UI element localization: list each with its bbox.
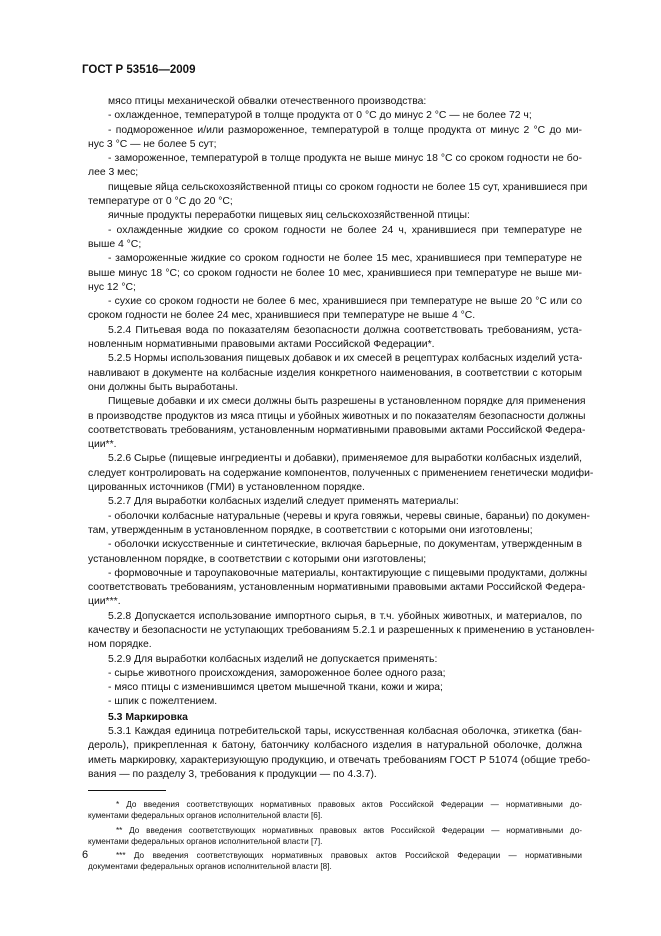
document-header: ГОСТ Р 53516—2009 [82, 64, 196, 76]
text-line: навливают в документе на колбасные изделия конкретного наименования, в соответствии с которым [88, 367, 582, 379]
text-line: цированных источников (ГМИ) в установленном порядке. [88, 482, 365, 494]
text-line: - подмороженное и/или размороженное, температурой в толще продукта от минус 2 °С до ми- [108, 124, 582, 136]
text-line: сроком годности не более 24 мес, хранившиеся при температуре не выше 4 °С. [88, 310, 476, 322]
text-line: следует контролировать на содержание компонентов, полученных с применением генетически модифи- [88, 467, 594, 479]
text-line: пищевые яйца сельскохозяйственной птицы со сроком годности не более 15 сут, хранившиеся при [108, 181, 588, 193]
footnote [88, 799, 582, 821]
footnote-separator [88, 790, 166, 791]
text-line: вания — по разделу 3, требования к продукции — по 4.3.7). [88, 768, 377, 780]
text-line: яичные продукты переработки пищевых яиц сельскохозяйственной птицы: [108, 210, 470, 222]
text-line: - сырье животного происхождения, замороженное более одного раза; [108, 667, 446, 679]
text-line: 5.3.1 Каждая единица потребительской тары, искусственная колбасная оболочка, этикетка (бан- [108, 726, 582, 738]
footnote-line: кументами федеральных органов исполнительной власти [6]. [88, 811, 323, 821]
body-text [88, 95, 595, 782]
text-line: - шпик с пожелтением. [108, 696, 218, 708]
text-line: дероль), прикрепленная к батону, батончику колбасного изделия в натуральной оболочке, должна [88, 740, 582, 752]
text-line: новленным нормативными правовыми актами Российской Федерации*. [88, 339, 435, 351]
text-line: установленном порядке, в соответствии с которыми они изготовлены; [88, 553, 427, 565]
text-line: они должны быть выработаны. [88, 381, 238, 393]
text-line: ции***. [88, 596, 121, 608]
text-line: 5.2.5 Нормы использования пищевых добавок и их смесей в рецептурах колбасных изделий уста- [108, 353, 583, 365]
text-line: выше минус 18 °С; со сроком годности не более 10 мес, хранившиеся при температуре не выше ми- [88, 267, 582, 279]
text-line: 5.2.8 Допускается использование импортного сырья, в т.ч. убойных животных, и материалов, по [108, 610, 582, 622]
footnote-line: * До введения соответствующих нормативных правовых актов Российской Федерации — нормативными до- [116, 800, 582, 810]
text-line: в производстве продуктов из мяса птицы и убойных животных и по показателям безопасности должны [88, 410, 586, 422]
text-line: нус 3 °С — не более 5 сут; [88, 138, 217, 150]
page-number: 6 [82, 849, 89, 861]
text-line: - оболочки колбасные натуральные (черевы и круга говяжьи, черевы свиные, бараньи) по докумен- [108, 510, 590, 522]
footnote [88, 825, 582, 847]
text-line: - сухие со сроком годности не более 6 мес, хранившиеся при температуре не выше 20 °С или со [108, 296, 582, 308]
text-line: мясо птицы механической обвалки отечественного производства: [108, 96, 427, 107]
text-line: соответствовать требованиям, установленным нормативными правовыми актами Российской Федера- [88, 424, 586, 436]
text-line: там, утвержденным в установленном порядке, в соответствии с которыми они изготовлены; [88, 524, 533, 536]
text-line: - охлажденные жидкие со сроком годности не более 24 ч, хранившиеся при температуре не [108, 224, 582, 236]
text-line: - замороженное, температурой в толще продукта не выше минус 18 °С со сроком годности не бо- [108, 153, 582, 165]
section-heading: 5.3 Маркировка [108, 711, 188, 723]
text-line: 5.2.9 Для выработки колбасных изделий не допускается применять: [108, 653, 438, 665]
text-line: соответствовать требованиям, установленным нормативными правовыми актами Российской Федера- [88, 582, 586, 594]
text-line: - охлажденное, температурой в толще продукта от 0 °С до минус 2 °С — не более 72 ч; [108, 110, 532, 122]
footnote-line: документами федеральных органов исполнительной власти [8]. [88, 862, 332, 872]
footnote [88, 850, 582, 872]
text-line: нус 12 °С; [88, 281, 136, 293]
text-line: Пищевые добавки и их смеси должны быть разрешены в установленном порядке для применения [108, 396, 586, 408]
text-line: лее 3 мес; [88, 167, 139, 179]
text-line: 5.2.6 Сырье (пищевые ингредиенты и добавки), применяемое для выработки колбасных изделий, [108, 453, 583, 465]
footnote-line: ** До введения соответствующих нормативных правовых актов Российской Федерации — нормативными до- [116, 825, 582, 835]
text-line: - мясо птицы с изменившимся цветом мышечной ткани, кожи и жира; [108, 682, 443, 694]
text-line: 5.2.7 Для выработки колбасных изделий следует применять материалы: [108, 496, 459, 508]
text-line: ции**. [88, 439, 117, 451]
text-line: - оболочки искусственные и синтетические, включая барьерные, по документам, утвержденным в [108, 539, 582, 551]
footnotes [88, 799, 582, 872]
text-line: иметь маркировку, характеризующую продукцию, и отвечать требованиям ГОСТ Р 51074 (общие требо- [88, 754, 591, 766]
footnote-line: *** До введения соответствующих нормативных правовых актов Российской Федерации — нормативными [116, 851, 582, 860]
text-line: качеству и безопасности не уступающих требованиям 5.2.1 и разрешенных к применению в установлен- [88, 624, 595, 636]
text-line: ном порядке. [88, 639, 152, 651]
text-line: температуре от 0 °С до 20 °С; [88, 196, 233, 208]
text-line: 5.2.4 Питьевая вода по показателям безопасности должна соответствовать требованиям, уста- [108, 324, 582, 336]
text-line: - формовочные и тароупаковочные материалы, контактирующие с пищевыми продуктами, должны [108, 567, 588, 579]
document-body [88, 95, 595, 875]
text-line: - замороженные жидкие со сроком годности не более 15 мес, хранившиеся при температуре не [108, 253, 582, 265]
text-line: выше 4 °С; [88, 238, 142, 250]
footnote-line: кументами федеральных органов исполнительной власти [7]. [88, 836, 323, 846]
